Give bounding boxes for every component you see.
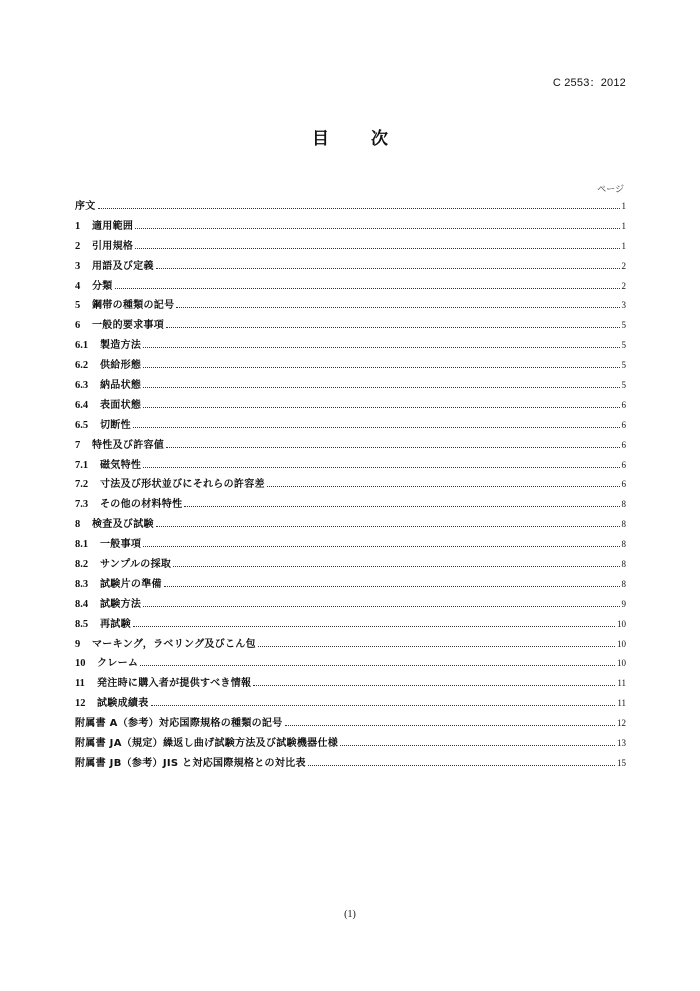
toc-entry-page: 1 <box>621 201 626 211</box>
toc-entry-number: 3 <box>75 260 81 272</box>
toc-entry-number: 7.2 <box>75 479 89 491</box>
toc-entry-number: 7.1 <box>75 459 89 471</box>
toc-entry-label: 一般的要求事項 <box>92 320 165 332</box>
toc-leader-dots <box>253 685 615 686</box>
toc-entry[interactable] <box>75 316 626 336</box>
toc-entry[interactable] <box>75 475 626 495</box>
toc-entry-page: 6 <box>621 399 626 410</box>
toc-entry-label: 検査及び試験 <box>92 519 154 531</box>
toc-entry-page: 5 <box>621 380 626 391</box>
toc-entry-page: 12 <box>617 718 626 729</box>
toc-leader-dots <box>166 447 619 448</box>
toc-entry[interactable] <box>75 674 626 694</box>
toc-entry-number: 1 <box>75 220 81 232</box>
toc-entry-number: 6 <box>75 320 81 332</box>
toc-entry-number: 4 <box>75 280 81 292</box>
toc-entry-page: 5 <box>621 320 626 331</box>
toc-leader-dots <box>258 646 615 647</box>
toc-entry-page: 6 <box>621 439 626 450</box>
toc-entry[interactable] <box>75 654 626 674</box>
toc-entry-label: その他の材料特性 <box>100 499 183 511</box>
toc-entry-page: 1 <box>621 240 626 251</box>
toc-entry-label: 切断性 <box>100 419 131 431</box>
toc-leader-dots <box>98 208 620 209</box>
toc-entry[interactable] <box>75 595 626 615</box>
toc-leader-dots <box>308 765 615 766</box>
toc-entry-number: 11 <box>75 678 85 690</box>
page-column-label: ページ <box>597 185 624 195</box>
toc-leader-dots <box>285 725 615 726</box>
toc-entry[interactable] <box>75 396 626 416</box>
toc-entry-page: 10 <box>617 638 626 649</box>
toc-entry-label: 適用範囲 <box>92 220 134 232</box>
page-number: (1) <box>344 909 356 920</box>
toc-entry[interactable] <box>75 336 626 356</box>
toc-entry-page: 6 <box>621 479 626 490</box>
toc-entry-label: 鋼帯の種類の記号 <box>92 300 175 312</box>
toc-entry-number: 5 <box>75 300 81 312</box>
toc-entry-label: 附属書 JA（規定）繰返し曲げ試験方法及び試験機器仕様 <box>75 738 339 750</box>
toc-entry-label: 分類 <box>92 280 113 292</box>
toc-entry-page: 8 <box>621 499 626 510</box>
toc-entry[interactable] <box>75 515 626 535</box>
toc-entry-number: 7.3 <box>75 499 89 511</box>
toc-leader-dots <box>143 546 619 547</box>
toc-entry-label: 試験方法 <box>100 598 142 610</box>
toc-leader-dots <box>184 506 619 507</box>
toc-leader-dots <box>176 307 619 308</box>
toc-entry-page: 1 <box>621 220 626 231</box>
toc-entry-number: 6.4 <box>75 399 89 411</box>
toc-entry-page: 2 <box>621 280 626 291</box>
toc-entry-label: 寸法及び形状並びにそれらの許容差 <box>100 479 265 491</box>
toc-entry-label: 附属書 JB（参考）JIS と対応国際規格との対比表 <box>75 757 306 769</box>
toc-entry[interactable] <box>75 714 626 734</box>
toc-entry[interactable] <box>75 217 626 237</box>
toc-leader-dots <box>267 486 620 487</box>
toc-entry-page: 11 <box>617 698 626 709</box>
toc-entry-page: 6 <box>621 459 626 470</box>
toc-entry-number: 2 <box>75 240 81 252</box>
toc-entry-number: 6.1 <box>75 340 89 352</box>
toc-leader-dots <box>143 367 619 368</box>
toc-entry[interactable] <box>75 535 626 555</box>
toc-entry-page: 2 <box>621 260 626 271</box>
toc-entry-label: サンプルの採取 <box>100 559 172 571</box>
toc-entry-label: 磁気特性 <box>100 459 142 471</box>
toc-entry-number: 6.2 <box>75 360 89 372</box>
toc-entry-page: 5 <box>621 360 626 371</box>
toc-leader-dots <box>166 327 619 328</box>
toc-leader-dots <box>173 566 619 567</box>
toc-entry[interactable] <box>75 635 626 655</box>
toc-entry-number: 9 <box>75 638 81 650</box>
toc-entry[interactable] <box>75 754 626 774</box>
toc-leader-dots <box>143 467 619 468</box>
toc-entry-page: 6 <box>621 419 626 430</box>
toc-entry-label: クレーム <box>97 658 139 670</box>
toc-entry-number: 7 <box>75 439 81 451</box>
toc-entry-page: 5 <box>621 340 626 351</box>
toc-leader-dots <box>133 427 620 428</box>
toc-leader-dots <box>115 288 620 289</box>
toc-entry-number: 8.3 <box>75 578 89 590</box>
document-code: C 2553：2012 <box>552 77 626 89</box>
toc-entry[interactable] <box>75 257 626 277</box>
toc-entry-label: 製造方法 <box>100 340 142 352</box>
toc-entry-label: 用語及び定義 <box>92 260 154 272</box>
toc-entry[interactable] <box>75 575 626 595</box>
toc-leader-dots <box>151 705 616 706</box>
toc-entry[interactable] <box>75 416 626 436</box>
toc-entry[interactable] <box>75 237 626 257</box>
toc-entry-page: 11 <box>617 678 626 689</box>
toc-entry[interactable] <box>75 277 626 297</box>
toc-entry-number: 8 <box>75 519 81 531</box>
toc-entry-number: 8.2 <box>75 559 89 571</box>
toc-entry-number: 8.1 <box>75 539 89 551</box>
toc-entry-page: 10 <box>617 658 626 669</box>
toc-entry[interactable] <box>75 296 626 316</box>
table-of-contents <box>75 197 626 774</box>
toc-entry[interactable] <box>75 615 626 635</box>
toc-entry-number: 6.3 <box>75 380 89 392</box>
toc-entry-label: 試験成績表 <box>97 698 149 710</box>
toc-leader-dots <box>135 248 619 249</box>
toc-entry[interactable] <box>75 495 626 515</box>
toc-entry[interactable] <box>75 734 626 754</box>
toc-entry-label: 序文 <box>75 201 96 212</box>
toc-entry-page: 15 <box>617 757 626 768</box>
page-title: 目 次 <box>312 129 406 149</box>
toc-entry-label: 試験片の準備 <box>100 578 162 590</box>
toc-entry-page: 8 <box>621 519 626 530</box>
toc-leader-dots <box>135 228 619 229</box>
toc-entry-label: 一般事項 <box>100 539 142 551</box>
toc-leader-dots <box>156 526 620 527</box>
toc-leader-dots <box>143 347 619 348</box>
toc-leader-dots <box>156 268 620 269</box>
toc-leader-dots <box>164 586 620 587</box>
toc-entry-number: 12 <box>75 698 86 710</box>
toc-entry-page: 3 <box>621 300 626 311</box>
toc-entry[interactable] <box>75 694 626 714</box>
toc-entry[interactable] <box>75 376 626 396</box>
toc-leader-dots <box>143 606 619 607</box>
toc-entry-label: 引用規格 <box>92 240 134 252</box>
toc-entry-number: 6.5 <box>75 419 89 431</box>
toc-entry-page: 8 <box>621 539 626 550</box>
toc-leader-dots <box>143 387 619 388</box>
toc-entry-label: 附属書 A（参考）対応国際規格の種類の記号 <box>75 718 283 730</box>
toc-entry-label: 特性及び許容値 <box>92 439 165 451</box>
toc-entry-label: 供給形態 <box>100 360 142 372</box>
toc-entry-number: 8.4 <box>75 598 89 610</box>
toc-entry[interactable] <box>75 456 626 476</box>
toc-entry-label: 発注時に購入者が提供すべき情報 <box>97 678 252 690</box>
toc-entry-label: 再試験 <box>100 618 131 630</box>
toc-entry-page: 10 <box>617 618 626 629</box>
toc-entry-page: 13 <box>617 738 626 749</box>
toc-entry-label: マーキング，ラベリング及びこん包 <box>92 638 256 650</box>
toc-entry-label: 表面状態 <box>100 399 142 411</box>
toc-leader-dots <box>133 626 615 627</box>
toc-entry-page: 8 <box>621 578 626 589</box>
toc-leader-dots <box>340 745 615 746</box>
toc-entry[interactable] <box>75 436 626 456</box>
toc-entry[interactable] <box>75 356 626 376</box>
toc-entry-label: 納品状態 <box>100 380 142 392</box>
toc-entry-number: 10 <box>75 658 86 670</box>
toc-entry[interactable] <box>75 555 626 575</box>
toc-entry-number: 8.5 <box>75 618 89 630</box>
toc-leader-dots <box>143 407 619 408</box>
toc-entry-page: 8 <box>621 559 626 570</box>
toc-leader-dots <box>140 665 615 666</box>
toc-entry-page: 9 <box>621 598 626 609</box>
toc-entry[interactable] <box>75 197 626 217</box>
